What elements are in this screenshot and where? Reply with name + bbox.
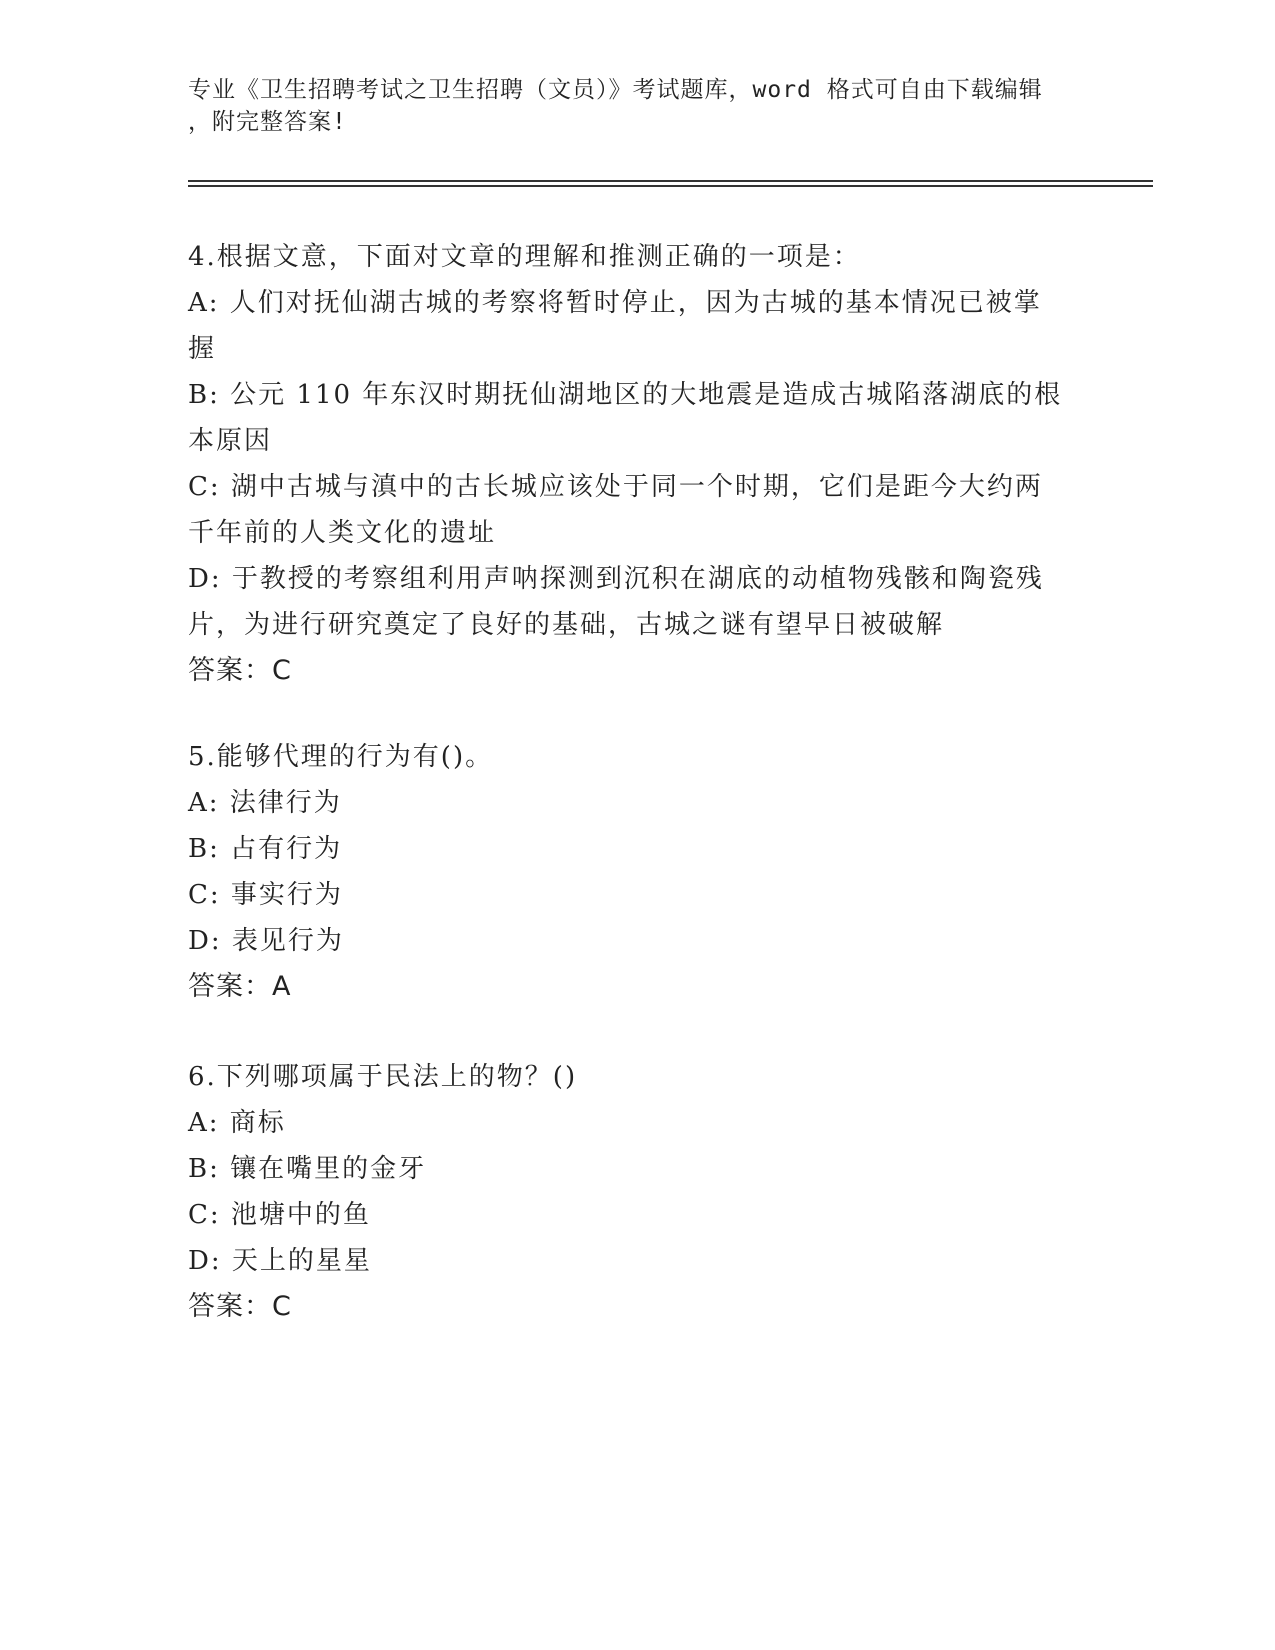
option-line: 握	[188, 334, 217, 364]
option-line: A: 人们对抚仙湖古城的考察将暂时停止，因为古城的基本情况已被掌	[188, 288, 1042, 318]
answer-label: 答案：A	[188, 971, 292, 1002]
option-line: 片，为进行研究奠定了良好的基础，古城之谜有望早日被破解	[188, 610, 945, 640]
option-line: C: 湖中古城与滇中的古长城应该处于同一个时期，它们是距今大约两	[188, 472, 1043, 502]
option-line: 千年前的人类文化的遗址	[188, 518, 497, 548]
question-stem: 5.能够代理的行为有()。	[188, 742, 494, 772]
question-stem: 4.根据文意，下面对文章的理解和推测正确的一项是：	[188, 242, 861, 272]
question-6	[188, 1054, 1088, 1330]
option-c: C: 池塘中的鱼	[188, 1200, 371, 1230]
option-b	[188, 372, 1088, 464]
option-line: D: 于教授的考察组利用声呐探测到沉积在湖底的动植物残骸和陶瓷残	[188, 564, 1044, 594]
option-a	[188, 280, 1088, 372]
option-b: B: 占有行为	[188, 834, 343, 864]
header-note-line-1: 专业《卫生招聘考试之卫生招聘（文员）》考试题库，word 格式可自由下载编辑	[188, 77, 1043, 103]
answer-label: 答案：C	[188, 1291, 292, 1322]
question-stem: 6.下列哪项属于民法上的物？()	[188, 1062, 578, 1092]
question-4	[188, 234, 1088, 694]
header-divider-bottom	[188, 185, 1153, 187]
option-c: C: 事实行为	[188, 880, 343, 910]
option-line: B: 公元 110 年东汉时期抚仙湖地区的大地震是造成古城陷落湖底的根	[188, 380, 1063, 410]
header-divider-top	[188, 180, 1153, 182]
option-d: D: 天上的星星	[188, 1246, 372, 1276]
option-b: B: 镶在嘴里的金牙	[188, 1154, 427, 1184]
header-note-line-2: ，附完整答案!	[188, 109, 347, 135]
option-d	[188, 556, 1088, 648]
option-a: A: 商标	[188, 1108, 286, 1138]
option-c	[188, 464, 1088, 556]
option-line: 本原因	[188, 426, 273, 456]
answer-label: 答案：C	[188, 655, 292, 686]
option-a: A: 法律行为	[188, 788, 342, 818]
question-5	[188, 734, 1088, 1010]
header-note	[188, 74, 1088, 138]
option-d: D: 表见行为	[188, 926, 344, 956]
